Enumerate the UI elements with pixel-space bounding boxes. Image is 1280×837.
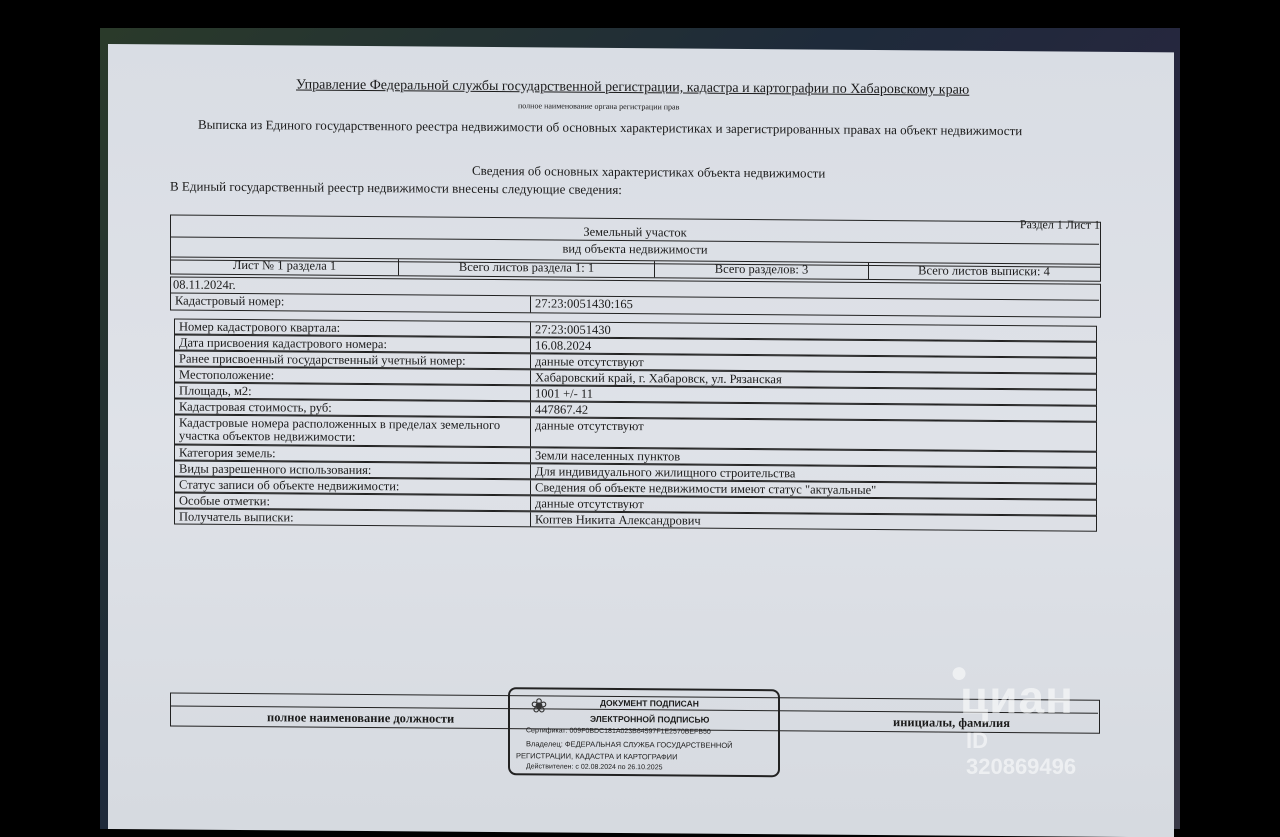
row-value: данные отсутствуют	[535, 496, 644, 512]
row-value: 447867.42	[535, 402, 589, 417]
row-label: Площадь, м2:	[179, 383, 252, 399]
section-label: Раздел 1 Лист 1	[1019, 217, 1100, 232]
watermark-id: ID 320869496	[966, 728, 1077, 779]
extract-title: Выписка из Единого государственного реестра недвижимости об основных характеристиках и зарегистрированных правах на объект недвижимости	[198, 116, 1023, 139]
stamp-line-2: ЭЛЕКТРОННОЙ ПОДПИСЬЮ	[590, 713, 710, 725]
row-value: 1001 +/- 11	[535, 386, 593, 401]
stamp-line-1: ДОКУМЕНТ ПОДПИСАН	[600, 697, 699, 709]
row-value: Сведения об объекте недвижимости имеют статус "актуальные"	[535, 480, 877, 498]
row-value: Земли населенных пунктов	[535, 448, 681, 464]
row-value: данные отсутствуют	[535, 418, 644, 434]
row-value: 16.08.2024	[535, 338, 592, 353]
row-label: Кадастровая стоимость, руб:	[179, 399, 332, 415]
eagle-emblem-icon: ❀	[530, 695, 548, 718]
row-label: Кадастровые номера расположенных в пределах земельного	[179, 415, 501, 433]
organization-caption: полное наименование органа регистрации прав	[518, 101, 680, 112]
row-label: Ранее присвоенный государственный учетный номер:	[179, 351, 466, 368]
sections-total: Всего разделов: 3	[714, 261, 809, 277]
position-caption: полное наименование должности	[267, 710, 455, 726]
stamp-validity: Действителен: с 02.08.2024 по 26.10.2025	[526, 763, 663, 772]
object-type-caption: вид объекта недвижимости	[562, 241, 708, 257]
organization-name: Управление Федеральной службы государственной регистрации, кадастра и картографии по Хабаровскому краю	[296, 77, 970, 98]
intro-text: В Единый государственный реестр недвижимости внесены следующие сведения:	[170, 178, 622, 198]
row-value: Коптев Никита Александрович	[535, 512, 701, 528]
row-value: 27:23:0051430	[535, 322, 611, 337]
row-label: Номер кадастрового квартала:	[179, 319, 341, 335]
extract-date: 08.11.2024г.	[173, 277, 236, 293]
row-value: Для индивидуального жилищного строительства	[535, 464, 796, 481]
object-type: Земельный участок	[583, 224, 687, 240]
row-value: данные отсутствуют	[535, 354, 644, 370]
row-label: Дата присвоения кадастрового номера:	[179, 335, 387, 352]
section-title: Сведения об основных характеристиках объекта недвижимости	[472, 162, 826, 181]
row-label: Статус записи об объекте недвижимости:	[179, 477, 400, 494]
cadastral-number-label: Кадастровый номер:	[175, 293, 285, 309]
cadastral-number-value: 27:23:0051430:165	[535, 296, 633, 312]
electronic-signature-stamp	[508, 687, 780, 777]
row-value: Хабаровский край, г. Хабаровск, ул. Рязанская	[535, 370, 782, 387]
stamp-owner-1: Владелец: ФЕДЕРАЛЬНАЯ СЛУЖБА ГОСУДАРСТВЕННОЙ	[526, 739, 733, 750]
row-label: Особые отметки:	[179, 493, 270, 509]
sheet-number: Лист № 1 раздела 1	[232, 257, 337, 273]
row-label: Местоположение:	[179, 367, 275, 383]
sheets-in-section: Всего листов раздела 1: 1	[458, 259, 595, 275]
name-caption: инициалы, фамилия	[893, 715, 1010, 731]
map-pin-icon: ●	[950, 656, 969, 689]
row-label: Получатель выписки:	[179, 509, 294, 525]
stamp-owner-2: РЕГИСТРАЦИИ, КАДАСТРА И КАРТОГРАФИИ	[516, 751, 678, 762]
row-label-continued: участка объектов недвижимости:	[179, 428, 356, 444]
row-label: Категория земель:	[179, 445, 276, 461]
date-cadastral-block	[170, 276, 1101, 317]
sheets-total: Всего листов выписки: 4	[918, 263, 1050, 279]
stamp-certificate: Сертификат: 009F0BDC181A023B64597F1E2570BEFB50	[526, 727, 711, 736]
watermark-brand: циан	[960, 671, 1074, 723]
row-label: Виды разрешенного использования:	[179, 461, 372, 478]
